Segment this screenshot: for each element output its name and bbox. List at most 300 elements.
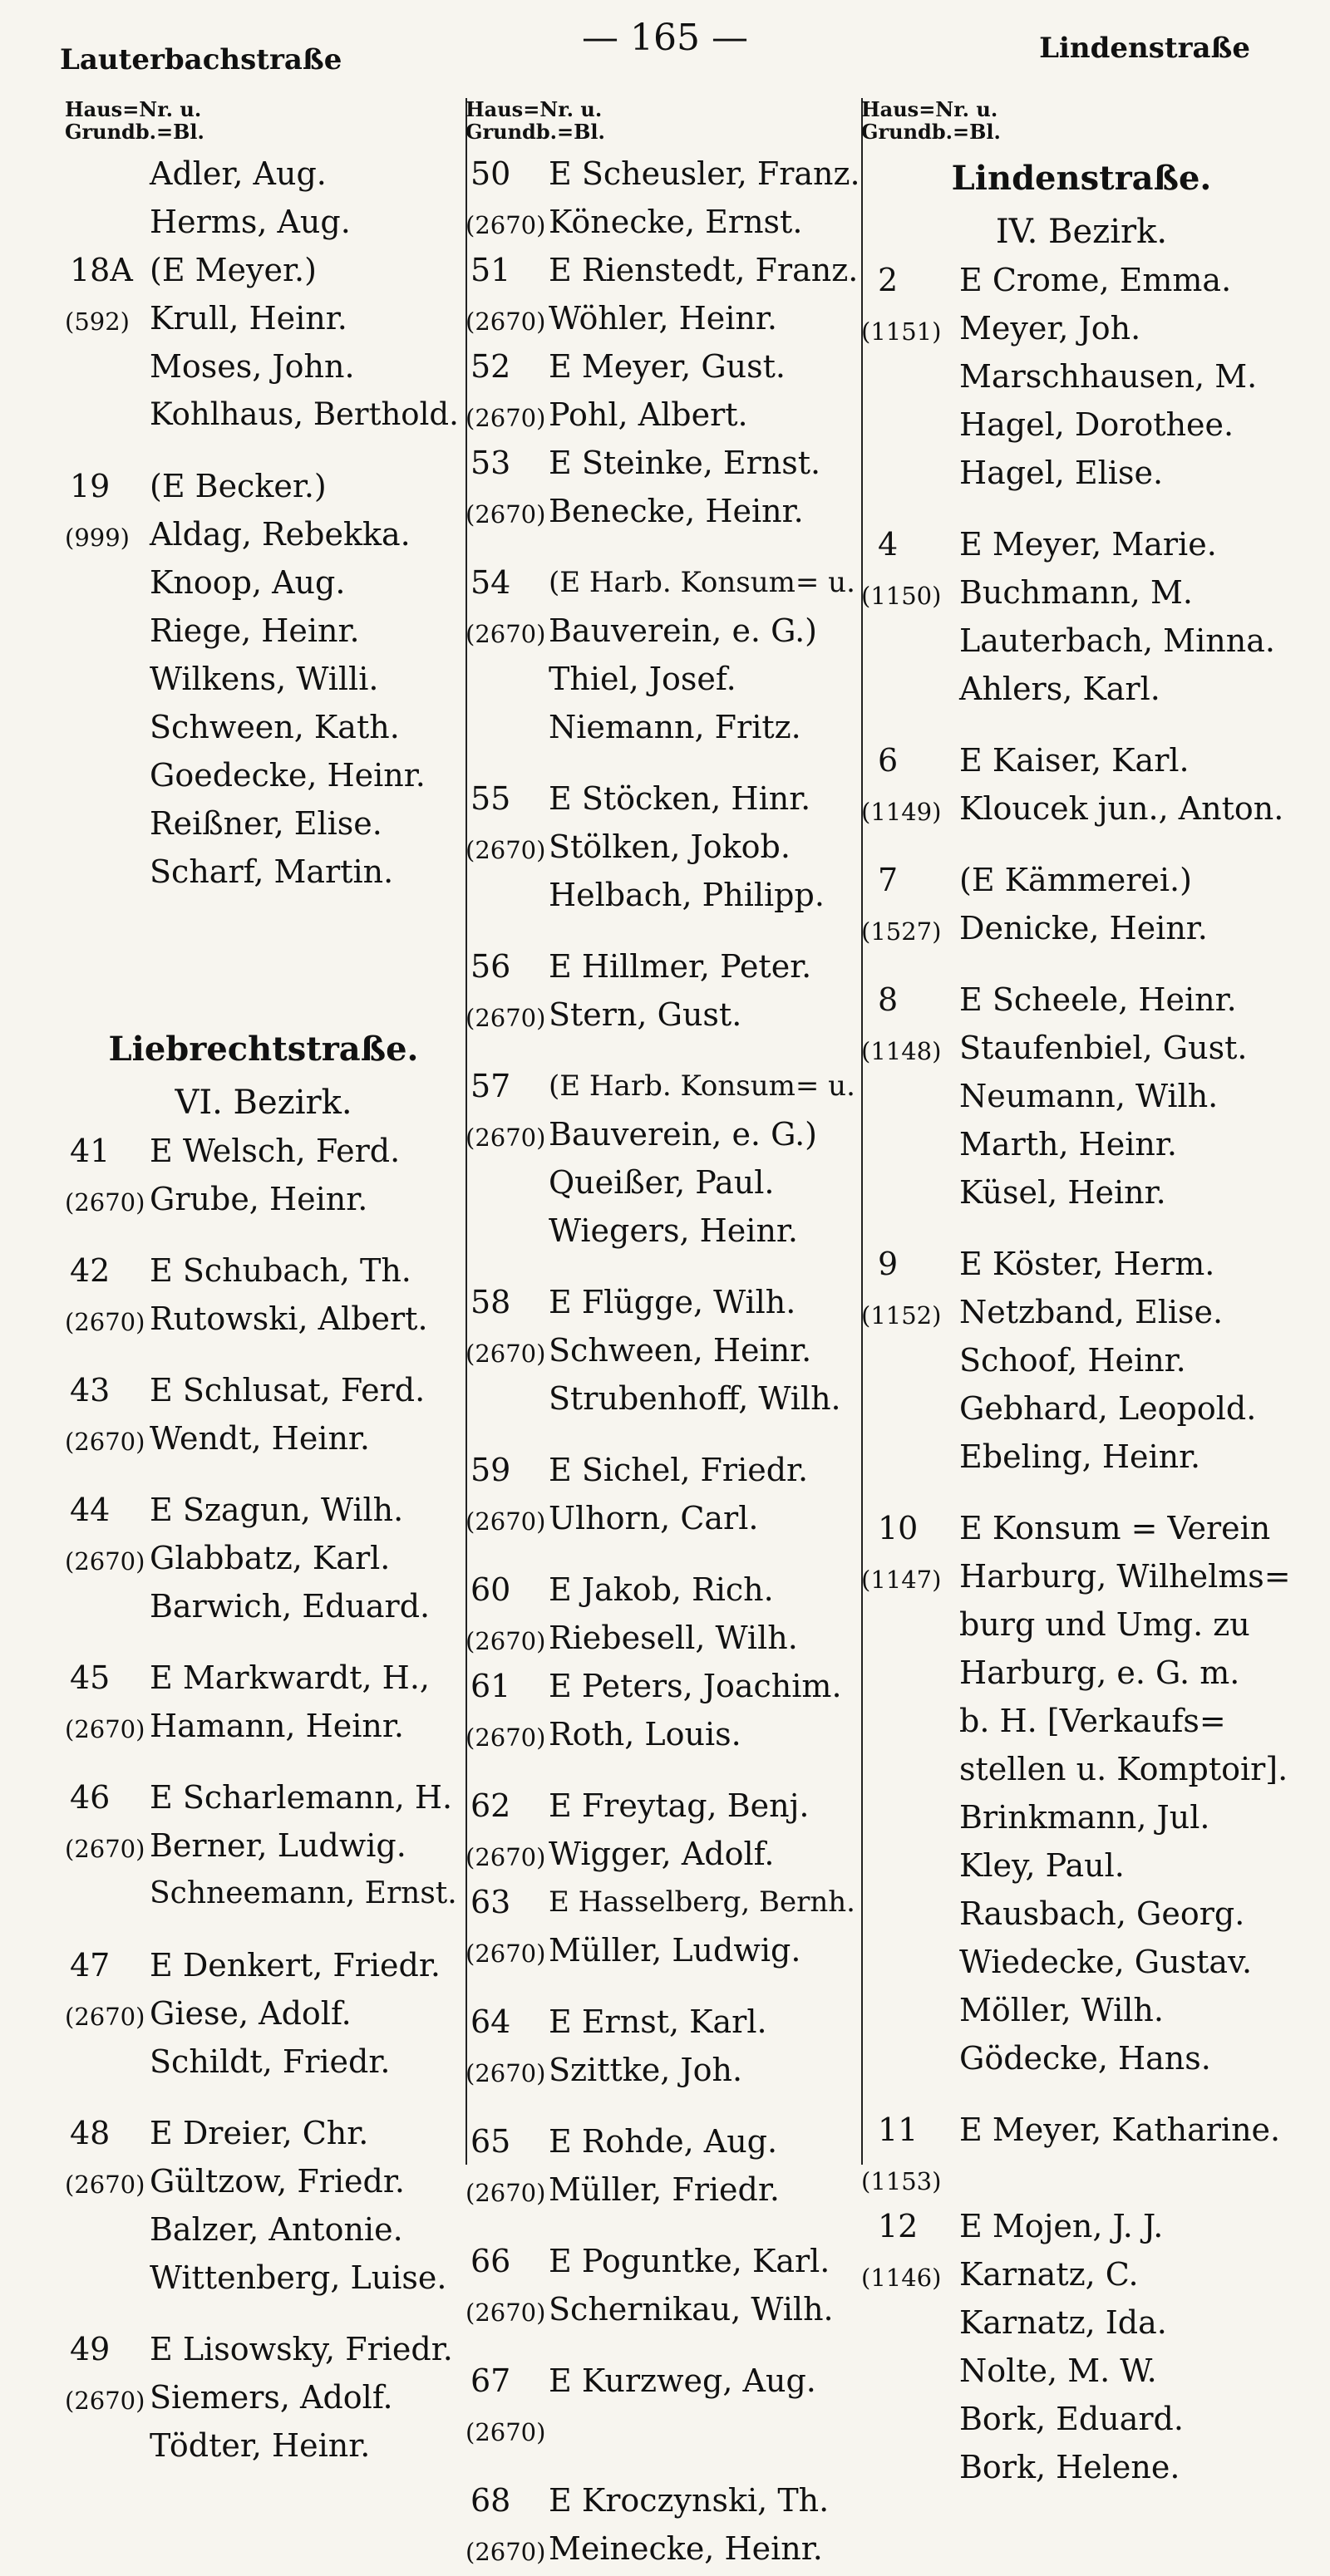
house-number: 55	[470, 780, 511, 817]
directory-line	[861, 2106, 1302, 2154]
street-heading: Liebrechtstraße.	[108, 1030, 419, 1069]
directory-line	[65, 1702, 462, 1750]
resident-name: Scharf, Martin.	[150, 853, 394, 890]
directory-line	[466, 991, 864, 1039]
land-register-sheet: (592)	[65, 307, 130, 336]
directory-line	[466, 294, 864, 342]
entry-spacer	[861, 713, 1302, 736]
land-register-sheet: (1146)	[861, 2264, 942, 2292]
street-heading: Lindenstraße.	[951, 159, 1212, 198]
directory-line	[65, 342, 462, 391]
entry-spacer	[65, 1463, 462, 1486]
directory-line	[466, 823, 864, 871]
directory-line	[861, 568, 1302, 617]
district-heading: IV. Bezirk.	[995, 213, 1168, 251]
owner-entry: E Scheusler, Franz.	[549, 155, 860, 192]
directory-line	[466, 2476, 864, 2524]
resident-name: Müller, Ludwig.	[549, 1932, 801, 1969]
land-register-sheet: (2670)	[466, 1723, 546, 1752]
page-header	[0, 0, 1330, 76]
resident-name: Helbach, Philipp.	[549, 877, 825, 913]
entry-spacer	[466, 1423, 864, 1446]
running-head-right: Lindenstraße	[1039, 32, 1250, 65]
directory-line	[861, 784, 1302, 833]
resident-name: Reißner, Elise.	[150, 805, 382, 842]
directory-line	[466, 774, 864, 823]
directory-line	[466, 1710, 864, 1758]
house-number: 44	[70, 1492, 111, 1528]
directory-line	[861, 256, 1302, 304]
directory-line	[65, 2373, 462, 2421]
owner-entry: E Freytag, Benj.	[549, 1787, 810, 1824]
resident-name: Hamann, Heinr.	[150, 1708, 404, 1744]
house-number: 67	[470, 2362, 511, 2399]
resident-name: Schween, Heinr.	[549, 1332, 812, 1369]
owner-entry: E Denkert, Friedr.	[150, 1947, 441, 1984]
directory-line	[861, 2298, 1302, 2347]
land-register-sheet: (2670)	[466, 1004, 546, 1032]
land-register-sheet: (2670)	[466, 2179, 546, 2207]
resident-name: Nolte, M. W.	[959, 2352, 1157, 2389]
directory-line	[861, 520, 1302, 568]
entry-spacer	[65, 439, 462, 462]
directory-line	[861, 2154, 1302, 2202]
directory-line	[65, 848, 462, 896]
column-heading-line: Grundb.=Bl.	[861, 120, 1001, 144]
directory-line	[65, 2254, 462, 2302]
column-heading-line: Haus=Nr. u.	[861, 97, 998, 121]
owner-entry: E Szagun, Wilh.	[150, 1492, 404, 1528]
owner-entry: E Schlusat, Ferd.	[150, 1372, 426, 1408]
directory-line	[466, 391, 864, 439]
resident-name: Krull, Heinr.	[150, 300, 347, 337]
directory-line	[65, 2157, 462, 2205]
resident-name: Wittenberg, Luise.	[150, 2259, 447, 2296]
resident-name: Stölken, Jokob.	[549, 828, 791, 865]
column-2	[466, 98, 864, 2573]
owner-entry: E Stöcken, Hinr.	[549, 780, 811, 817]
column-heading-line: Grundb.=Bl.	[466, 120, 605, 144]
land-register-sheet: (2670)	[65, 1188, 145, 1217]
land-register-sheet: (2670)	[466, 2418, 546, 2446]
directory-line	[466, 246, 864, 294]
directory-line	[466, 198, 864, 246]
entry-spacer	[466, 751, 864, 774]
resident-name: Rutowski, Albert.	[150, 1300, 428, 1337]
entry-spacer	[466, 2453, 864, 2476]
resident-name: Bauverein, e. G.)	[549, 1116, 817, 1153]
directory-line	[65, 2038, 462, 2086]
land-register-sheet: (2670)	[466, 1123, 546, 1152]
resident-name: Denicke, Heinr.	[959, 910, 1208, 946]
resident-name: Könecke, Ernst.	[549, 204, 803, 240]
land-register-sheet: (1149)	[861, 798, 942, 826]
directory-line	[861, 736, 1302, 784]
land-register-sheet: (2670)	[65, 1835, 145, 1863]
resident-name: Bork, Helene.	[959, 2449, 1180, 2485]
resident-name: Grube, Heinr.	[150, 1181, 368, 1217]
directory-line	[861, 1240, 1302, 1288]
directory-line	[466, 1566, 864, 1614]
directory-line	[466, 1494, 864, 1542]
directory-line	[861, 1288, 1302, 1336]
directory-line	[466, 1782, 864, 1830]
resident-name: burg und Umg. zu	[959, 1606, 1250, 1643]
land-register-sheet: (2670)	[466, 2298, 546, 2327]
resident-name: Harburg, e. G. m.	[959, 1654, 1240, 1691]
entry-spacer	[65, 1750, 462, 1773]
resident-name: Schneemann, Ernst.	[150, 1876, 457, 1910]
resident-name: Stern, Gust.	[549, 996, 742, 1033]
directory-line	[65, 391, 462, 439]
directory-line	[861, 449, 1302, 497]
directory-line	[65, 1582, 462, 1630]
directory-line	[466, 1374, 864, 1423]
entry-spacer	[466, 2094, 864, 2117]
house-number: 41	[70, 1133, 111, 1169]
directory-line	[466, 703, 864, 751]
directory-line	[65, 2421, 462, 2470]
owner-entry: E Scharlemann, H.	[150, 1779, 453, 1816]
owner-entry: E Markwardt, H.,	[150, 1659, 430, 1696]
house-number: 8	[878, 981, 899, 1018]
house-number: 51	[470, 252, 511, 288]
land-register-sheet: (2670)	[65, 1428, 145, 1456]
house-number: 11	[878, 2111, 919, 2148]
house-number: 65	[470, 2123, 511, 2160]
land-register-sheet: (2670)	[466, 1507, 546, 1536]
land-register-sheet: (1147)	[861, 1566, 942, 1594]
owner-entry: E Mojen, J. J.	[959, 2208, 1164, 2244]
owner-entry: E Meyer, Marie.	[959, 526, 1217, 563]
owner-entry: E Crome, Emma.	[959, 262, 1232, 298]
land-register-sheet: (1152)	[861, 1301, 942, 1330]
resident-name: Hagel, Dorothee.	[959, 406, 1234, 443]
entry-spacer	[65, 1630, 462, 1654]
directory-line	[65, 1175, 462, 1223]
resident-name: Pohl, Albert.	[549, 396, 748, 433]
house-number: 62	[470, 1787, 511, 1824]
directory-line	[65, 198, 462, 246]
house-number: 7	[878, 862, 899, 898]
resident-name: Glabbatz, Karl.	[150, 1540, 391, 1576]
directory-line	[861, 1433, 1302, 1481]
directory-line	[466, 342, 864, 391]
resident-name: Harburg, Wilhelms=	[959, 1558, 1291, 1595]
entry-spacer	[861, 1217, 1302, 1240]
column-heading-line: Haus=Nr. u.	[65, 97, 202, 121]
owner-entry: (E Meyer.)	[150, 252, 317, 288]
directory-line	[861, 2250, 1302, 2298]
house-number: 47	[70, 1947, 111, 1984]
directory-line	[466, 1830, 864, 1878]
resident-name: Küsel, Heinr.	[959, 1174, 1166, 1211]
land-register-sheet: (2670)	[466, 1939, 546, 1968]
resident-name: Aldag, Rebekka.	[150, 516, 411, 553]
house-number: 19	[70, 468, 111, 504]
resident-name: Staufenbiel, Gust.	[959, 1030, 1248, 1066]
land-register-sheet: (2670)	[466, 2538, 546, 2566]
resident-name: Müller, Friedr.	[549, 2171, 780, 2208]
directory-line	[65, 246, 462, 294]
running-head-left: Lauterbachstraße	[60, 43, 342, 76]
owner-entry: (E Harb. Konsum= u.	[549, 1069, 855, 1103]
resident-name: Balzer, Antonie.	[150, 2211, 403, 2248]
land-register-sheet: (2670)	[466, 2059, 546, 2087]
house-number: 57	[470, 1068, 511, 1104]
column-1	[65, 98, 462, 2470]
directory-line	[466, 150, 864, 198]
owner-entry: E Hasselberg, Bernh.	[549, 1885, 855, 1919]
directory-line	[466, 655, 864, 703]
entry-spacer	[861, 1481, 1302, 1504]
owner-entry: E Kroczynski, Th.	[549, 2482, 830, 2519]
resident-name: Wendt, Heinr.	[150, 1420, 370, 1457]
house-number: 54	[470, 564, 511, 601]
resident-name: Gödecke, Hans.	[959, 2040, 1211, 2077]
house-number: 68	[470, 2482, 511, 2519]
directory-line	[466, 1207, 864, 1255]
directory-line	[466, 1326, 864, 1374]
owner-entry: E Meyer, Gust.	[549, 348, 786, 385]
directory-line	[65, 1486, 462, 1534]
resident-name: Hagel, Elise.	[959, 455, 1164, 491]
entry-spacer	[65, 1343, 462, 1366]
entry-spacer	[65, 1223, 462, 1246]
house-number: 58	[470, 1284, 511, 1320]
land-register-sheet: (2670)	[466, 836, 546, 864]
owner-entry: E Lisowsky, Friedr.	[150, 2331, 453, 2367]
resident-name: Ulhorn, Carl.	[549, 1500, 759, 1536]
house-number: 56	[470, 948, 511, 985]
house-number: 2	[878, 262, 899, 298]
land-register-sheet: (2670)	[466, 620, 546, 648]
entry-spacer	[466, 2333, 864, 2357]
entry-spacer	[861, 2082, 1302, 2106]
house-number: 4	[878, 526, 899, 563]
house-number: 60	[470, 1571, 511, 1608]
owner-entry: (E Kämmerei.)	[959, 862, 1192, 898]
directory-line	[65, 558, 462, 607]
resident-name: Wöhler, Heinr.	[549, 300, 777, 337]
resident-name: Benecke, Heinr.	[549, 493, 804, 529]
directory-line	[466, 1446, 864, 1494]
resident-name: Goedecke, Heinr.	[150, 757, 426, 794]
resident-name: Siemers, Adolf.	[150, 2379, 393, 2416]
land-register-sheet: (2670)	[466, 500, 546, 528]
directory-line	[65, 462, 462, 510]
directory-line	[861, 1986, 1302, 2034]
owner-entry: E Meyer, Katharine.	[959, 2111, 1281, 2148]
directory-line	[466, 1278, 864, 1326]
directory-line	[466, 439, 864, 487]
resident-name: Thiel, Josef.	[549, 661, 736, 697]
directory-line	[861, 304, 1302, 352]
land-register-sheet: (1153)	[861, 2167, 942, 2195]
district-heading: VI. Bezirk.	[175, 1084, 352, 1122]
owner-entry: E Welsch, Ferd.	[150, 1133, 401, 1169]
directory-line	[861, 1600, 1302, 1649]
directory-line	[861, 1384, 1302, 1433]
directory-line	[466, 2166, 864, 2214]
resident-name: Schween, Kath.	[150, 709, 400, 745]
directory-line	[65, 799, 462, 848]
directory-line	[861, 1841, 1302, 1890]
entry-spacer	[466, 2214, 864, 2237]
directory-line	[466, 2357, 864, 2405]
directory-line	[861, 2395, 1302, 2443]
directory-line	[65, 510, 462, 558]
land-register-sheet: (2670)	[65, 2003, 145, 2031]
directory-line	[65, 1870, 462, 1918]
resident-name: Karnatz, C.	[959, 2256, 1139, 2293]
land-register-sheet: (2670)	[466, 404, 546, 432]
resident-name: Lauterbach, Minna.	[959, 622, 1275, 659]
house-number: 66	[470, 2243, 511, 2279]
directory-line	[466, 2117, 864, 2166]
directory-line	[65, 655, 462, 703]
resident-name: Niemann, Fritz.	[549, 709, 801, 745]
land-register-sheet: (1527)	[861, 917, 942, 946]
owner-entry: (E Harb. Konsum= u.	[549, 566, 855, 599]
land-register-sheet: (2670)	[466, 1627, 546, 1655]
house-number: 64	[470, 2003, 511, 2040]
land-register-sheet: (1150)	[861, 582, 942, 610]
house-number: 48	[70, 2115, 111, 2151]
directory-line	[65, 2205, 462, 2254]
directory-line	[466, 1926, 864, 1974]
owner-entry: E Poguntke, Karl.	[549, 2243, 830, 2279]
directory-line	[861, 2443, 1302, 2491]
directory-line	[65, 2109, 462, 2157]
directory-line	[65, 150, 462, 198]
resident-name: Berner, Ludwig.	[150, 1827, 406, 1864]
directory-line	[861, 976, 1302, 1024]
directory-line	[861, 617, 1302, 665]
resident-name: Karnatz, Ida.	[959, 2304, 1167, 2341]
directory-line	[466, 1662, 864, 1710]
owner-entry: E Flügge, Wilh.	[549, 1284, 796, 1320]
entry-spacer	[861, 952, 1302, 976]
directory-line	[65, 1127, 462, 1175]
directory-line	[861, 1890, 1302, 1938]
house-number: 46	[70, 1779, 111, 1816]
resident-name: Schoof, Heinr.	[959, 1342, 1186, 1379]
page-number: — 165 —	[582, 17, 748, 59]
owner-entry: (E Becker.)	[150, 468, 327, 504]
directory-line	[65, 1821, 462, 1870]
directory-line	[861, 904, 1302, 952]
resident-name: Marth, Heinr.	[959, 1126, 1177, 1163]
owner-entry: E Jakob, Rich.	[549, 1571, 774, 1608]
section-spacer	[65, 896, 462, 1020]
directory-line	[861, 2202, 1302, 2250]
owner-entry: E Peters, Joachim.	[549, 1668, 842, 1704]
land-register-sheet: (2670)	[466, 1843, 546, 1871]
land-register-sheet: (2670)	[65, 2170, 145, 2199]
directory-line	[65, 1414, 462, 1463]
house-number: 18A	[70, 252, 133, 288]
owner-entry: E Schubach, Th.	[150, 1252, 411, 1289]
entry-spacer	[466, 1039, 864, 1062]
house-number: 50	[470, 155, 511, 192]
resident-name: Gebhard, Leopold.	[959, 1390, 1257, 1427]
directory-line	[65, 2325, 462, 2373]
resident-name: Knoop, Aug.	[150, 564, 346, 601]
land-register-sheet: (2670)	[65, 1715, 145, 1743]
resident-name: Adler, Aug.	[150, 155, 327, 192]
land-register-sheet: (2670)	[466, 307, 546, 336]
column-heading-line: Grundb.=Bl.	[65, 120, 204, 144]
resident-name: Schildt, Friedr.	[150, 2043, 391, 2080]
land-register-sheet: (2670)	[466, 1340, 546, 1368]
directory-line	[466, 2405, 864, 2453]
directory-line	[65, 1295, 462, 1343]
directory-line	[65, 1941, 462, 1989]
directory-line	[861, 352, 1302, 401]
directory-line	[466, 1614, 864, 1662]
resident-name: Marschhausen, M.	[959, 358, 1258, 395]
house-number: 49	[70, 2331, 111, 2367]
land-register-sheet: (2670)	[65, 2387, 145, 2415]
directory-line	[861, 1649, 1302, 1697]
resident-name: Kley, Paul.	[959, 1847, 1125, 1884]
house-number: 42	[70, 1252, 111, 1289]
directory-line	[861, 2034, 1302, 2082]
owner-entry: E Dreier, Chr.	[150, 2115, 369, 2151]
directory-line	[65, 1246, 462, 1295]
entry-spacer	[466, 919, 864, 942]
resident-name: Strubenhoff, Wilh.	[549, 1380, 841, 1417]
directory-line	[466, 942, 864, 991]
resident-name: Meinecke, Heinr.	[549, 2530, 823, 2567]
directory-line	[861, 1793, 1302, 1841]
resident-name: Schernikau, Wilh.	[549, 2291, 834, 2328]
directory-line	[861, 1504, 1302, 1552]
directory-line	[861, 1168, 1302, 1217]
owner-entry: E Rohde, Aug.	[549, 2123, 778, 2160]
directory-line	[466, 558, 864, 607]
resident-name: Kohlhaus, Berthold.	[150, 396, 459, 432]
resident-name: Brinkmann, Jul.	[959, 1799, 1210, 1836]
resident-name: Moses, John.	[150, 348, 355, 385]
owner-entry: E Scheele, Heinr.	[959, 981, 1237, 1018]
entry-spacer	[466, 1758, 864, 1782]
entry-spacer	[466, 535, 864, 558]
entry-spacer	[65, 1918, 462, 1941]
resident-name: Wilkens, Willi.	[150, 661, 379, 697]
resident-name: Kloucek jun., Anton.	[959, 790, 1284, 827]
directory-line	[466, 2237, 864, 2285]
resident-name: Barwich, Eduard.	[150, 1588, 431, 1625]
owner-entry: E Rienstedt, Franz.	[549, 252, 859, 288]
house-number: 45	[70, 1659, 111, 1696]
directory-line	[65, 1534, 462, 1582]
directory-line	[466, 607, 864, 655]
directory-line	[466, 2524, 864, 2573]
resident-name: stellen u. Komptoir].	[959, 1751, 1288, 1787]
directory-line	[65, 1654, 462, 1702]
directory-line	[861, 1072, 1302, 1120]
directory-line	[861, 1938, 1302, 1986]
directory-line	[466, 1878, 864, 1926]
house-number: 53	[470, 445, 511, 481]
resident-name: Tödter, Heinr.	[150, 2427, 371, 2464]
house-number: 59	[470, 1452, 511, 1488]
resident-name: Herms, Aug.	[150, 204, 351, 240]
column-heading-line: Haus=Nr. u.	[466, 97, 603, 121]
directory-line	[466, 1998, 864, 2046]
